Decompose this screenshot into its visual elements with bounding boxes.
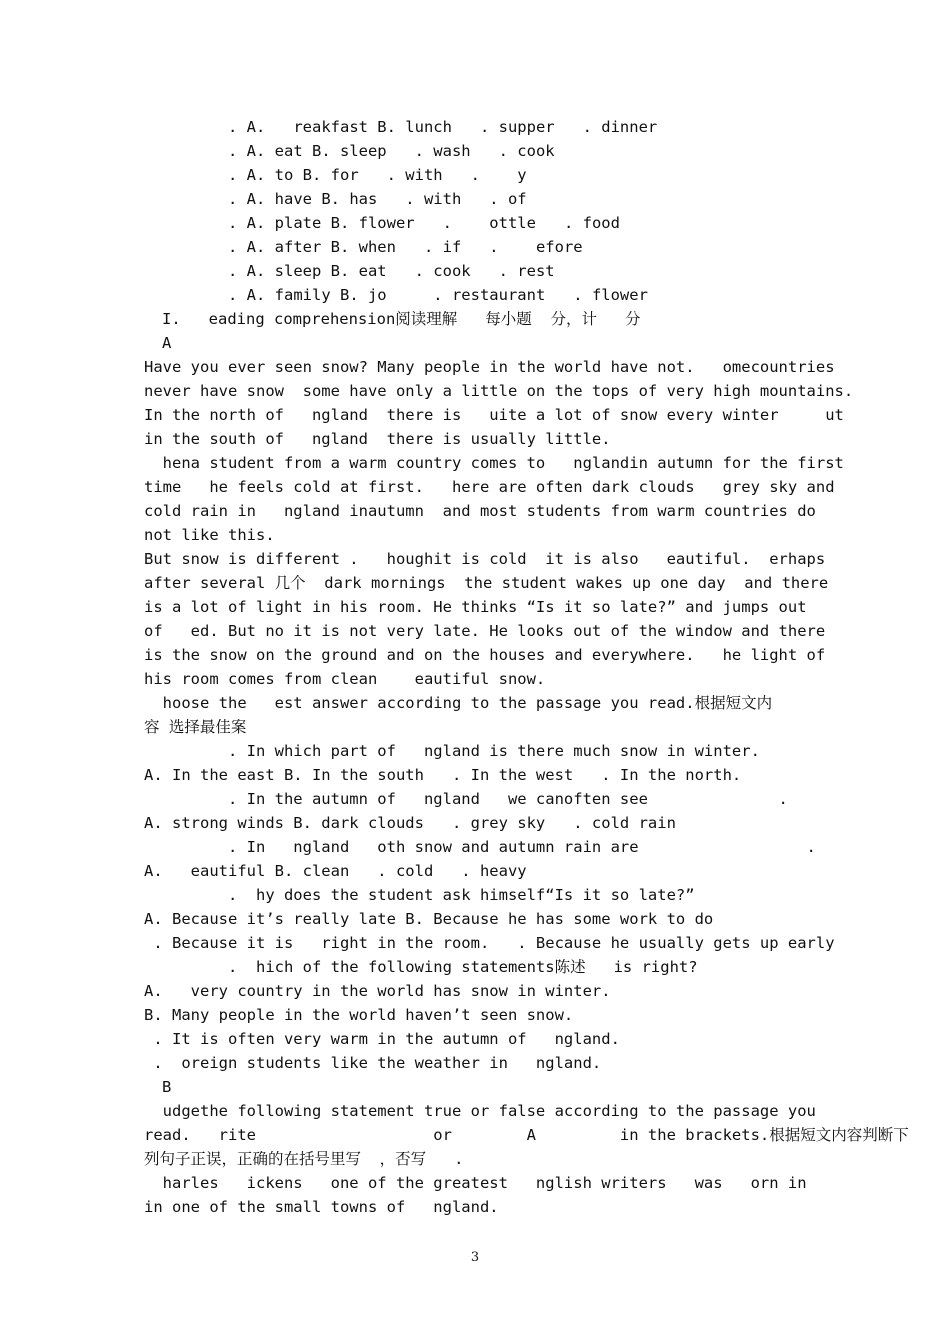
passage-a-line: Have you ever seen snow? Many people in the world have not. omecountries <box>144 358 835 376</box>
answer-options-line: . It is often very warm in the autumn of ngland. <box>144 1030 620 1048</box>
question-line: . In the autumn of ngland we canoften see . <box>144 790 788 808</box>
instruction-b-line: 列句子正误，正确的在括号里写 ，否写 . <box>144 1150 464 1168</box>
page-number: 3 <box>470 1250 480 1265</box>
passage-b-line: harles ickens one of the greatest nglish writers was orn in <box>144 1174 807 1192</box>
passage-a-line: hena student from a warm country comes to nglandin autumn for the first <box>144 454 844 472</box>
passage-a-line: never have snow some have only a little on the tops of very high mountains. <box>144 382 854 400</box>
answer-options-line: A. In the east B. In the south . In the west . In the north. <box>144 766 742 784</box>
option-line-5: . A. plate B. flower . ottle . food <box>228 214 620 232</box>
instruction-b-line: read. rite or A in the brackets.根据短文内容判断下 <box>144 1126 909 1144</box>
passage-a-line: is the snow on the ground and on the houses and everywhere. he light of <box>144 646 826 664</box>
option-line-7: . A. sleep B. eat . cook . rest <box>228 262 555 280</box>
passage-a-line: of ed. But no it is not very late. He looks out of the window and there <box>144 622 826 640</box>
answer-options-line: A. Because it’s really late B. Because he has some work to do <box>144 910 714 928</box>
part-b-label: B <box>162 1078 172 1096</box>
answer-options-line: A. very country in the world has snow in winter. <box>144 982 611 1000</box>
passage-a-line: his room comes from clean eautiful snow. <box>144 670 546 688</box>
question-line: . hich of the following statements陈述 is right? <box>144 958 698 976</box>
answer-options-line: . oreign students like the weather in ngland. <box>144 1054 602 1072</box>
option-line-1: . A. reakfast B. lunch . supper . dinner <box>228 118 658 136</box>
passage-a-line: is a lot of light in his room. He thinks “Is it so late?” and jumps out <box>144 598 807 616</box>
instruction-a-line: hoose the est answer according to the passage you read.根据短文内 <box>144 694 773 712</box>
answer-options-line: B. Many people in the world haven’t seen snow. <box>144 1006 574 1024</box>
passage-a-line: cold rain in ngland inautumn and most students from warm countries do <box>144 502 816 520</box>
passage-a-line: time he feels cold at first. here are often dark clouds grey sky and <box>144 478 835 496</box>
instruction-a-line: 容 选择最佳案 <box>144 718 247 736</box>
passage-a-line: in the south of ngland there is usually little. <box>144 430 611 448</box>
answer-options-line: A. strong winds B. dark clouds . grey sky . cold rain <box>144 814 676 832</box>
question-line: . In ngland oth snow and autumn rain are . <box>144 838 816 856</box>
passage-a-line: In the north of ngland there is uite a lot of snow every winter ut <box>144 406 844 424</box>
option-line-3: . A. to B. for . with . y <box>228 166 527 184</box>
answer-options-line: A. eautiful B. clean . cold . heavy <box>144 862 527 880</box>
part-a-label: A <box>162 334 172 352</box>
instruction-b-line: udgethe following statement true or false according to the passage you <box>144 1102 816 1120</box>
option-line-8: . A. family B. jo . restaurant . flower <box>228 286 648 304</box>
answer-options-line: . Because it is right in the room. . Because he usually gets up early <box>144 934 835 952</box>
passage-a-line: But snow is different . houghit is cold it is also eautiful. erhaps <box>144 550 826 568</box>
section-heading: I. eading comprehension阅读理解 每小题 分，计 分 <box>162 310 641 328</box>
option-line-4: . A. have B. has . with . of <box>228 190 527 208</box>
question-line: . hy does the student ask himself“Is it so late?” <box>144 886 695 904</box>
passage-a-line: not like this. <box>144 526 275 544</box>
passage-a-line: after several 几个 dark mornings the student wakes up one day and there <box>144 574 829 592</box>
option-line-6: . A. after B. when . if . efore <box>228 238 583 256</box>
passage-b-line: in one of the small towns of ngland. <box>144 1198 499 1216</box>
option-line-2: . A. eat B. sleep . wash . cook <box>228 142 555 160</box>
question-line: . In which part of ngland is there much snow in winter. <box>144 742 760 760</box>
